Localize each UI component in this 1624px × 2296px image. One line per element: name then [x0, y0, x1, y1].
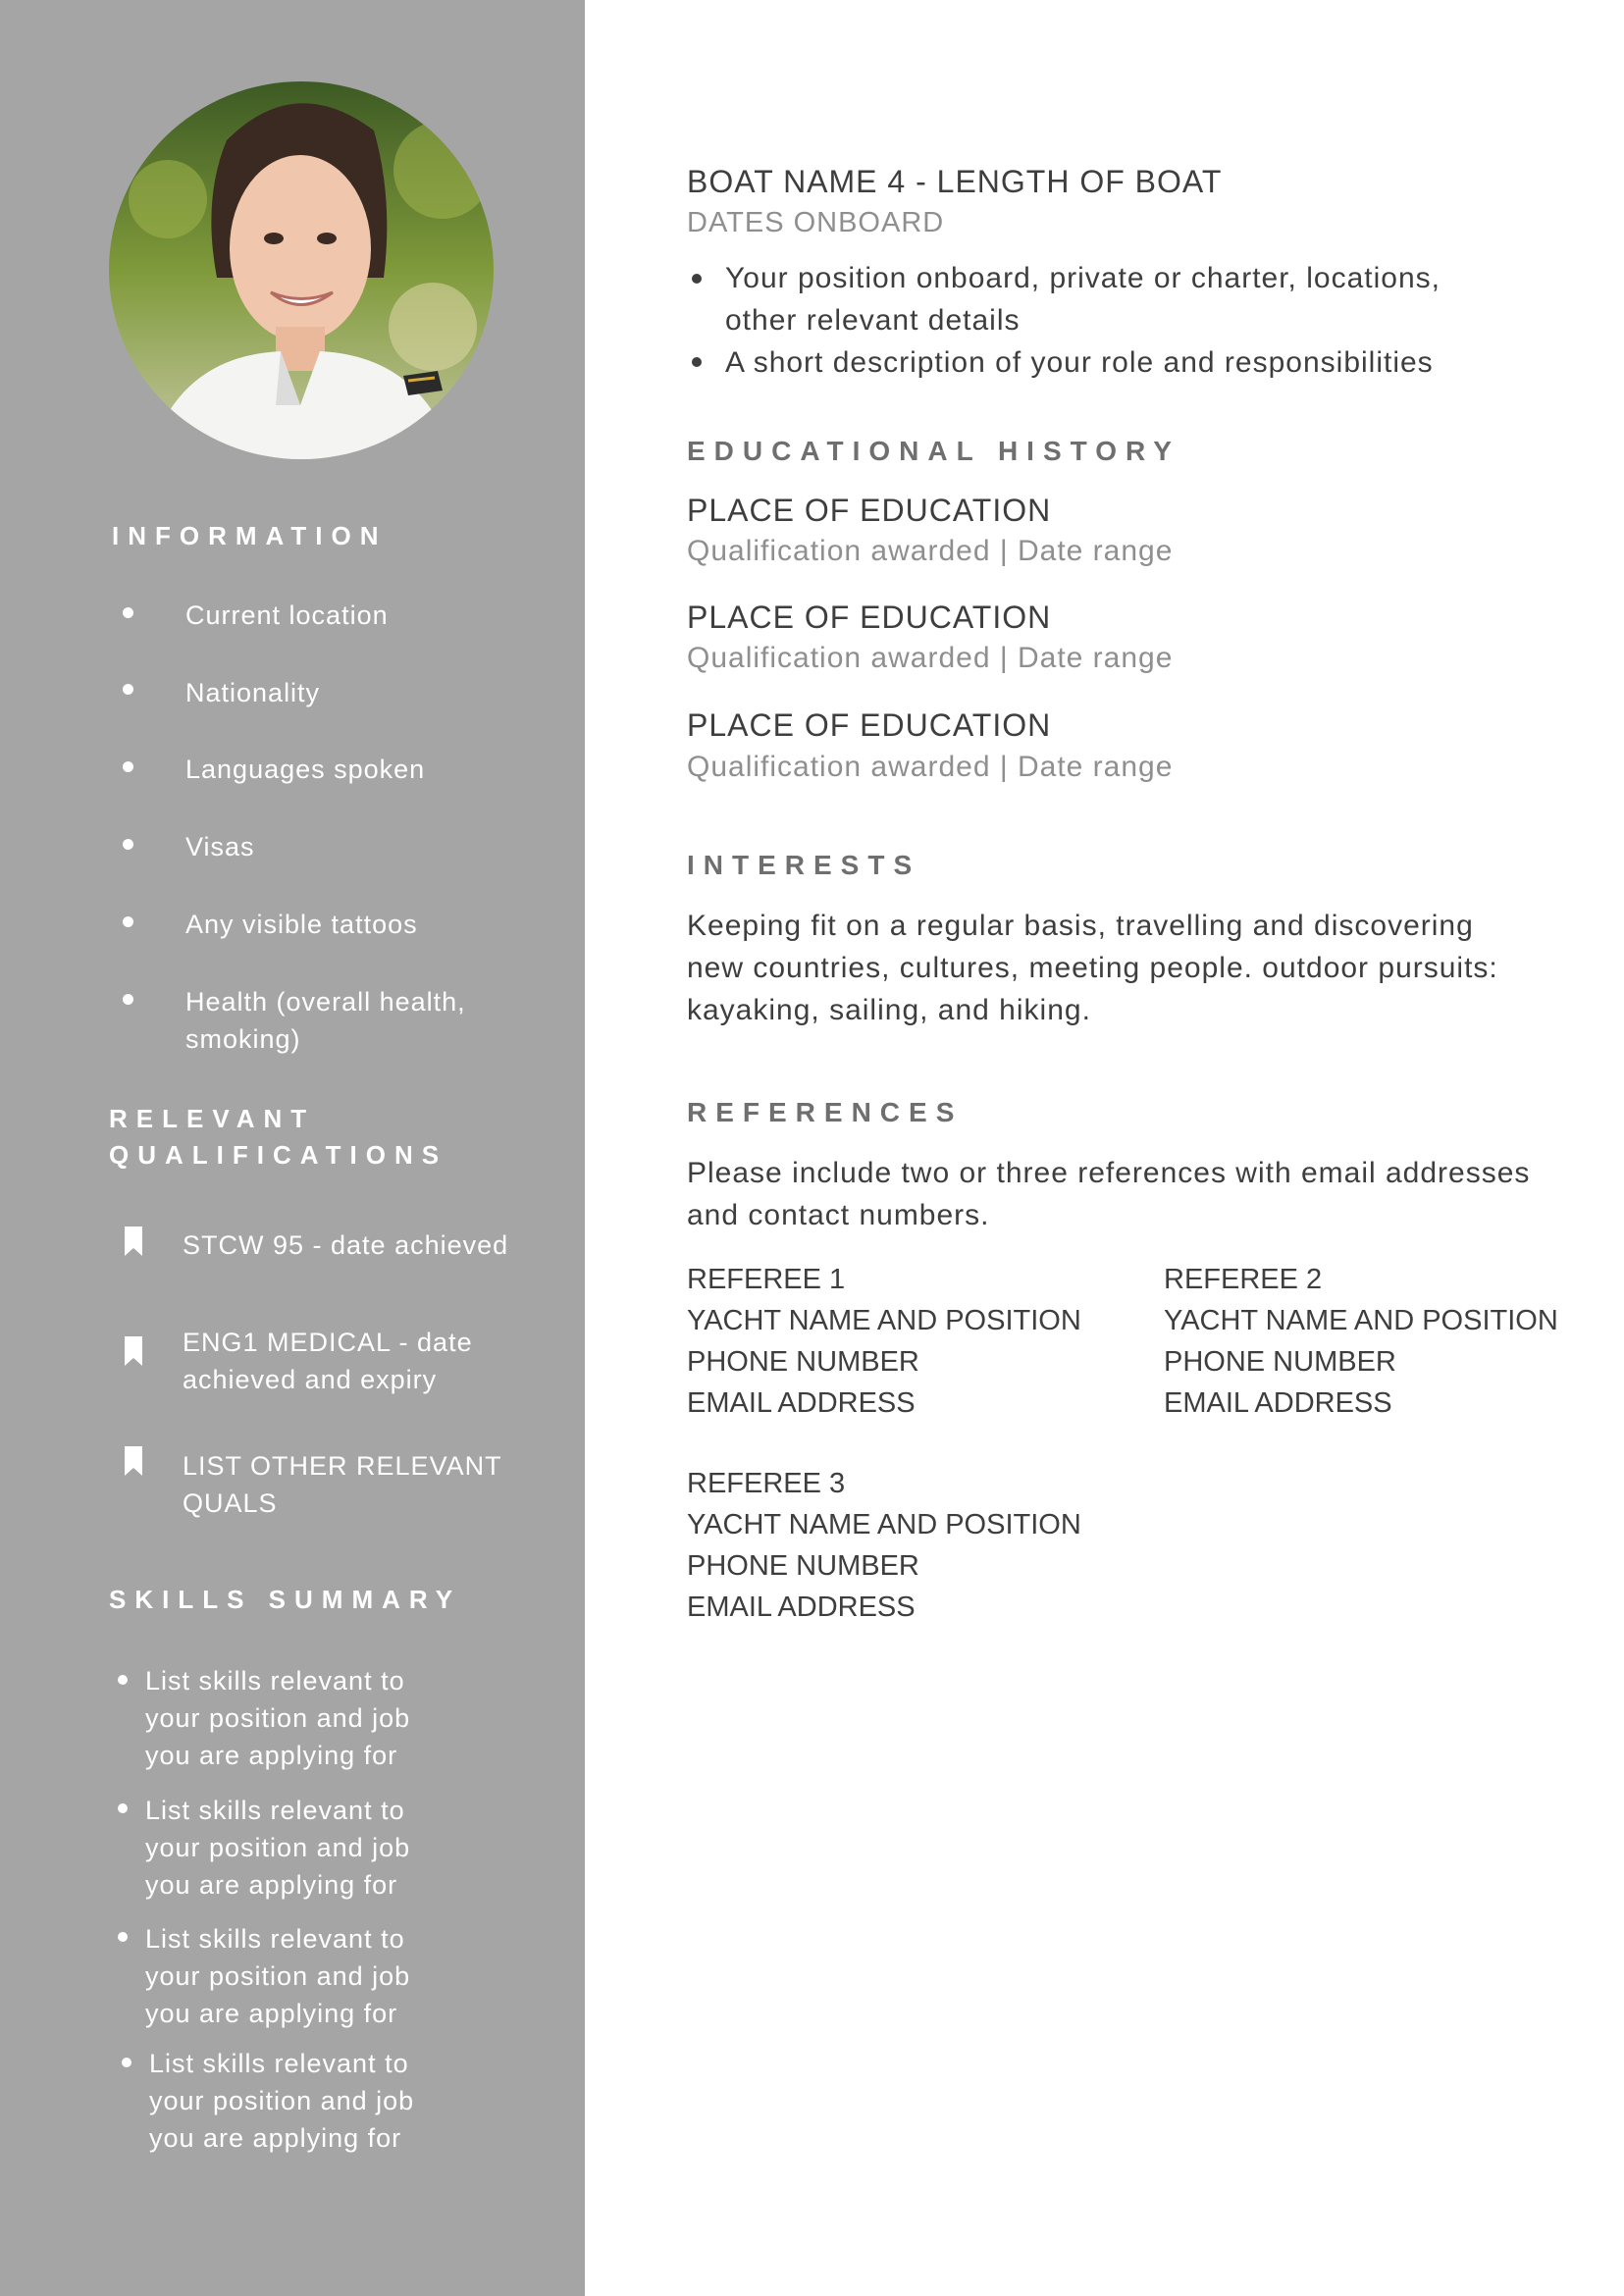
referee-1-phone: PHONE NUMBER	[687, 1346, 919, 1378]
info-item-nationality: Nationality	[185, 678, 321, 707]
bullet-icon	[123, 684, 133, 695]
education-heading: EDUCATIONAL HISTORY	[687, 436, 1180, 466]
skill-item-3-line2: your position and job	[145, 1961, 411, 1991]
referee-1-email: EMAIL ADDRESS	[687, 1387, 916, 1419]
profile-photo-image	[109, 81, 494, 459]
interests-line1: Keeping fit on a regular basis, travelling and discovering	[687, 910, 1474, 942]
interests-heading: INTERESTS	[687, 850, 921, 880]
referee-3-label: REFEREE 3	[687, 1468, 846, 1499]
skill-item-3-line1: List skills relevant to	[145, 1924, 405, 1954]
references-intro-line2: and contact numbers.	[687, 1199, 990, 1231]
sidebar	[0, 0, 585, 2296]
bullet-icon	[123, 916, 133, 927]
qualifications-heading-line2: QUALIFICATIONS	[109, 1140, 448, 1170]
skill-item-4-line3: you are applying for	[149, 2123, 402, 2153]
skill-item-1-line1: List skills relevant to	[145, 1666, 405, 1696]
qual-item-other: LIST OTHER RELEVANT	[183, 1451, 502, 1481]
skill-item-1-line3: you are applying for	[145, 1741, 398, 1770]
referee-3-phone: PHONE NUMBER	[687, 1550, 919, 1582]
bullet-icon	[123, 994, 133, 1005]
bullet-icon	[118, 1932, 128, 1942]
referee-2-yacht: YACHT NAME AND POSITION	[1164, 1305, 1558, 1336]
qual-item-eng1-cont: achieved and expiry	[183, 1365, 438, 1394]
references-heading: REFERENCES	[687, 1097, 964, 1127]
references-intro-line1: Please include two or three references with email addresses	[687, 1157, 1531, 1189]
education-detail-1: Qualification awarded | Date range	[687, 535, 1174, 567]
qual-item-stcw: STCW 95 - date achieved	[183, 1230, 509, 1260]
job-bullet-1-line1: Your position onboard, private or charter, locations,	[725, 262, 1441, 294]
info-item-health-cont: smoking)	[185, 1024, 301, 1054]
job-title: BOAT NAME 4 - LENGTH OF BOAT	[687, 164, 1223, 199]
referee-2-phone: PHONE NUMBER	[1164, 1346, 1396, 1378]
referee-1-label: REFEREE 1	[687, 1264, 846, 1295]
referee-2-label: REFEREE 2	[1164, 1264, 1323, 1295]
skill-item-3-line3: you are applying for	[145, 1999, 398, 2028]
education-place-3: PLACE OF EDUCATION	[687, 707, 1052, 743]
bullet-icon	[692, 357, 702, 367]
education-place-2: PLACE OF EDUCATION	[687, 600, 1052, 635]
education-detail-2: Qualification awarded | Date range	[687, 642, 1174, 674]
information-heading: INFORMATION	[112, 521, 388, 550]
skill-item-2-line3: you are applying for	[145, 1870, 398, 1900]
job-bullet-1-line2: other relevant details	[725, 304, 1021, 337]
info-item-tattoos: Any visible tattoos	[185, 910, 418, 939]
education-detail-3: Qualification awarded | Date range	[687, 751, 1174, 783]
bullet-icon	[122, 2058, 131, 2067]
bullet-icon	[118, 1803, 128, 1813]
bullet-icon	[123, 839, 133, 850]
referee-3-yacht: YACHT NAME AND POSITION	[687, 1509, 1081, 1540]
job-bullet-2: A short description of your role and responsibilities	[725, 346, 1434, 379]
referee-1-yacht: YACHT NAME AND POSITION	[687, 1305, 1081, 1336]
info-item-health: Health (overall health,	[185, 987, 466, 1017]
job-dates: DATES ONBOARD	[687, 207, 945, 238]
info-item-location: Current location	[185, 600, 389, 630]
referee-3-email: EMAIL ADDRESS	[687, 1592, 916, 1623]
profile-photo	[109, 81, 494, 459]
referee-2-email: EMAIL ADDRESS	[1164, 1387, 1392, 1419]
skill-item-2-line2: your position and job	[145, 1833, 411, 1862]
info-item-languages: Languages spoken	[185, 755, 426, 784]
bookmark-icon	[125, 1226, 142, 1256]
bullet-icon	[123, 607, 133, 618]
bullet-icon	[692, 274, 702, 284]
skill-item-2-line1: List skills relevant to	[145, 1796, 405, 1825]
qualifications-heading-line1: RELEVANT	[109, 1104, 316, 1133]
info-item-visas: Visas	[185, 832, 255, 861]
bookmark-icon	[125, 1336, 142, 1366]
qual-item-other-cont: QUALS	[183, 1488, 278, 1518]
skill-item-4-line2: your position and job	[149, 2086, 415, 2115]
interests-line2: new countries, cultures, meeting people. outdoor pursuits:	[687, 952, 1498, 984]
interests-line3: kayaking, sailing, and hiking.	[687, 994, 1091, 1026]
bookmark-icon	[125, 1446, 142, 1476]
qual-item-eng1: ENG1 MEDICAL - date	[183, 1328, 473, 1357]
bullet-icon	[118, 1675, 128, 1685]
skill-item-1-line2: your position and job	[145, 1703, 411, 1733]
education-place-1: PLACE OF EDUCATION	[687, 493, 1052, 528]
skill-item-4-line1: List skills relevant to	[149, 2049, 409, 2078]
skills-heading: SKILLS SUMMARY	[109, 1585, 462, 1614]
bullet-icon	[123, 761, 133, 772]
